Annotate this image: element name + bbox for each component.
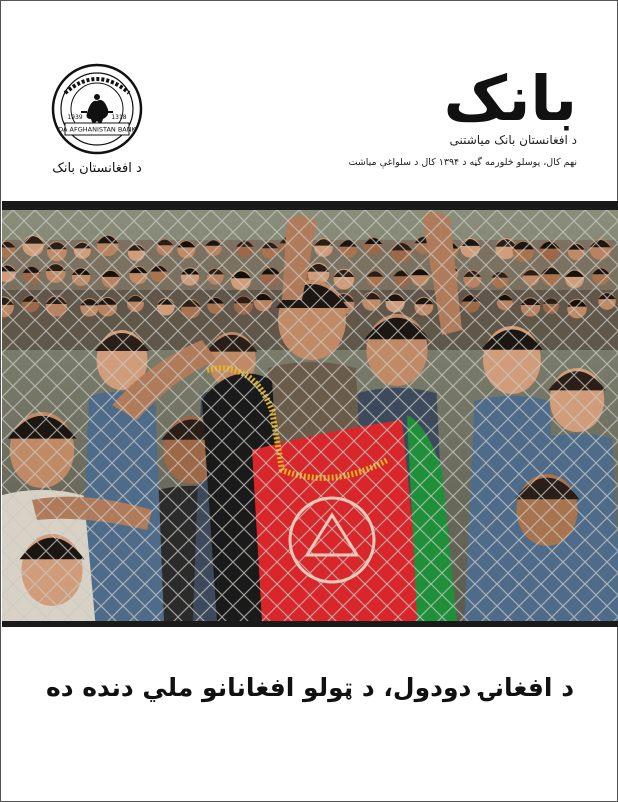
photo-bottom-bar [2, 621, 618, 627]
logo-caption: د افغانستان بانک [52, 161, 142, 176]
svg-text:1318: 1318 [111, 114, 127, 121]
svg-text:DA AFGHANISTAN BANK: DA AFGHANISTAN BANK [58, 125, 136, 134]
masthead [337, 62, 577, 147]
photo-top-bar [2, 201, 618, 210]
svg-text:1939: 1939 [67, 114, 83, 121]
magazine-title: بانک [443, 62, 577, 135]
bank-seal-logo [51, 63, 143, 155]
magazine-subtitle: د افغانستان بانک میاشتنی [449, 133, 577, 147]
cover-photo [2, 210, 618, 621]
seal-icon [51, 63, 143, 155]
issue-line: نهم کال، پوسلو څلورمه گڼه د ۱۳۹۴ کال د سلواغې میاشت [348, 157, 577, 168]
cover-headline: د افغانۍ دودول، د ټولو افغانانو ملي دنده ده [45, 673, 575, 702]
